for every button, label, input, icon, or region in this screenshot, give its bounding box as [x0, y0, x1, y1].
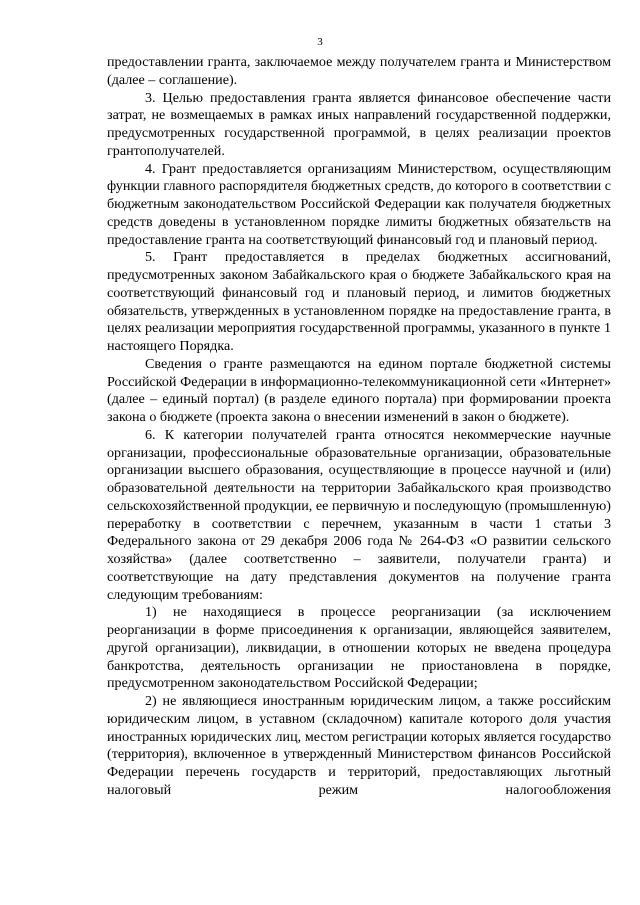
paragraph-3: 3. Целью предоставления гранта является финансовое обеспечение части затрат, не возмещаемых в рамках иных направлений государственной поддержки, предусмотренных государственной программой, в целях реализации проектов грантополучателей.: [107, 89, 611, 159]
paragraph-continuation: предоставлении гранта, заключаемое между получателем гранта и Министерством (далее – соглашение).: [107, 54, 611, 88]
paragraph-6-item-1: 1) не находящиеся в процессе реорганизации (за исключением реорганизации в форме присоединения к организации, являющейся заявителем, другой организации), ликвидации, в отношении которых не введена процедура банкротства, деятельность организации не приостановлена в порядке, предусмотренном законодательством Российской Федерации;: [107, 604, 611, 692]
document-body: [107, 54, 611, 800]
page-number: 3: [317, 36, 323, 48]
paragraph-6: 6. К категории получателей гранта относятся некоммерческие научные организации, профессиональные образовательные организации, образовательные организации высшего образования, осуществляющие в процессе научной и (или) образовательной деятельности на территории Забайкальского края производство сельскохозяйственной продукции, ее первичную и последующую (промышленную) переработку в соответствии с перечнем, указанным в части 1 статьи 3 Федерального закона от 29 декабря 2006 года № 264-ФЗ «О развитии сельского хозяйства» (далее соответственно – заявители, получатели гранта) и соответствующие на дату представления документов на получение гранта следующим требованиям:: [107, 426, 611, 603]
paragraph-5: 5. Грант предоставляется в пределах бюджетных ассигнований, предусмотренных законом Забайкальского края о бюджете Забайкальского края на соответствующий финансовый год и плановый период, и лимитов бюджетных обязательств, утвержденных в установленном порядке на предоставление гранта, в целях реализации мероприятия государственной программы, указанного в пункте 1 настоящего Порядка.: [107, 249, 611, 354]
paragraph-5-info: Сведения о гранте размещаются на едином портале бюджетной системы Российской Федерации в информационно-телекоммуникационной сети «Интернет» (далее – единый портал) (в разделе единого портала) при формировании проекта закона о бюджете (проекта закона о внесении изменений в закон о бюджете).: [107, 355, 611, 425]
paragraph-4: 4. Грант предоставляется организациям Министерством, осуществляющим функции главного распорядителя бюджетных средств, до которого в соответствии с бюджетным законодательством Российской Федерации как получателя бюджетных средств доведены в установленном порядке лимиты бюджетных обязательств на предоставление гранта на соответствующий финансовый год и плановый период.: [107, 160, 611, 248]
paragraph-6-item-2: 2) не являющиеся иностранным юридическим лицом, а также российским юридическим лицом, в уставном (складочном) капитале которого доля участия иностранных юридических лиц, местом регистрации которых является государство (территория), включенное в утвержденный Министерством финансов Российской Федерации перечень государств и территорий, предоставляющих льготный налоговый режим налогообложения: [107, 693, 611, 798]
